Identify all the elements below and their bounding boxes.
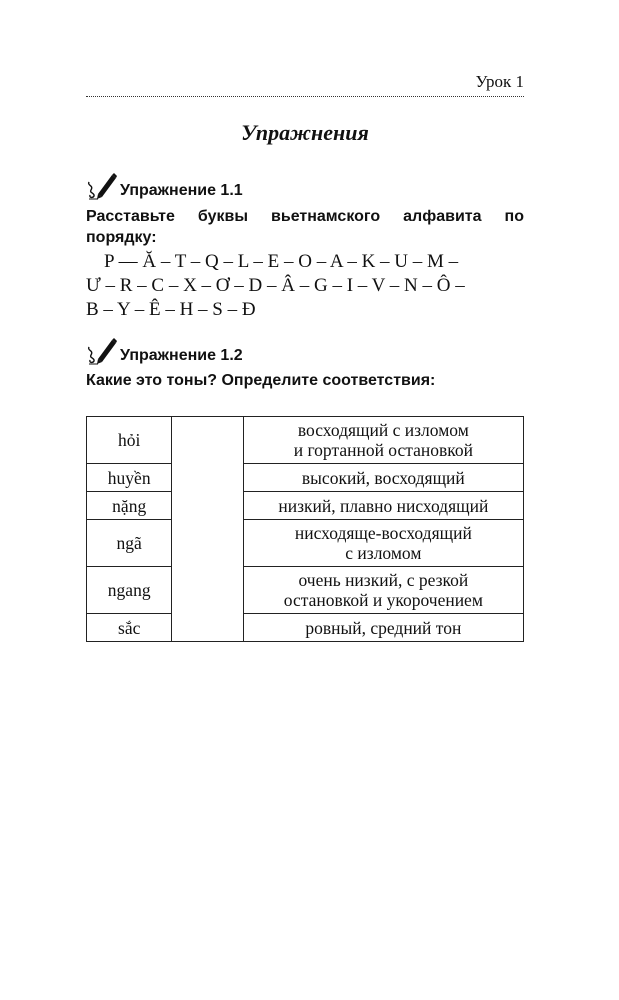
exercise-2-instruction: Какие это тоны? Определите соответствия: [86, 372, 436, 389]
letters-line-1: P — Ă – T – Q – L – E – O – A – K – U – M – [104, 251, 459, 272]
tone-name-cell: hỏi [87, 417, 172, 464]
tone-description-cell: ровный, средний тон [243, 614, 523, 642]
header-divider [86, 96, 524, 97]
table-row [87, 417, 524, 464]
letters-line-2: Ư – R – C – X – Ơ – D – Â – G – I – V – N – Ô – [86, 275, 465, 296]
running-head: Урок 1 [475, 72, 524, 91]
tone-name-cell: ngang [87, 567, 172, 614]
exercise-1-instruction: Расставьте буквы вьетнамского алфавита по порядку: [86, 208, 524, 246]
table-row [87, 520, 524, 567]
table-row [87, 464, 524, 492]
tones-matching-table [86, 416, 524, 642]
exercise-2-label: Упражнение 1.2 [120, 347, 243, 364]
blank-answer-column [172, 417, 243, 642]
exercise-1-heading [86, 176, 524, 200]
table-row [87, 614, 524, 642]
table-row [87, 492, 524, 520]
tone-description-cell: очень низкий, с резкой остановкой и укорочением [243, 567, 523, 614]
tone-description-cell: низкий, плавно нисходящий [243, 492, 523, 520]
tone-name-cell: nặng [87, 492, 172, 520]
tone-description-cell: высокий, восходящий [243, 464, 523, 492]
exercise-2-heading [86, 341, 524, 365]
pen-writing-icon [86, 337, 118, 365]
tone-name-cell: sắc [87, 614, 172, 642]
tone-description-cell: восходящий с изломом и гортанной остановкой [243, 417, 523, 464]
exercise-1-label: Упражнение 1.1 [120, 182, 243, 199]
pen-writing-icon [86, 172, 118, 200]
tone-name-cell: huyền [87, 464, 172, 492]
table-row [87, 567, 524, 614]
alphabet-letters [86, 250, 524, 322]
letters-line-3: B – Y – Ê – H – S – Đ [86, 299, 256, 320]
tone-description-cell: нисходяще-восходящий с изломом [243, 520, 523, 567]
tone-name-cell: ngã [87, 520, 172, 567]
section-title: Упражнения [241, 120, 369, 145]
